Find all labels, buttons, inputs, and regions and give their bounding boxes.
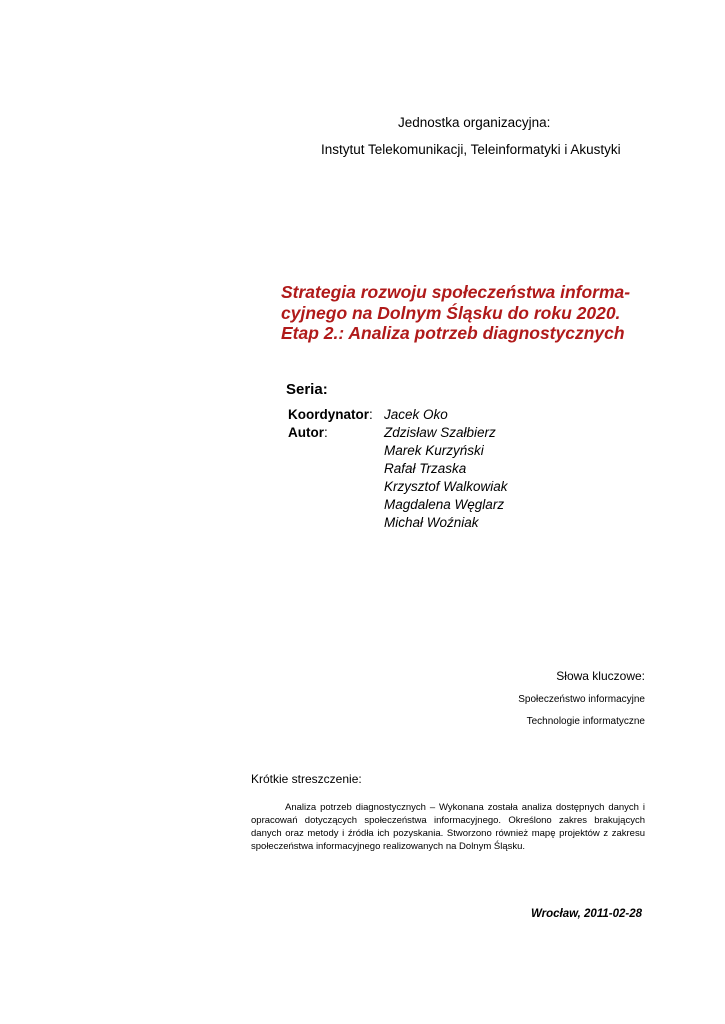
abstract-label: Krótkie streszczenie: [251, 772, 362, 786]
authors-names [384, 424, 508, 532]
author-name: Marek Kurzyński [384, 443, 484, 458]
author-name: Michał Woźniak [384, 515, 479, 530]
coordinator-separator: : [369, 407, 373, 422]
organization-name: Instytut Telekomunikacji, Teleinformatyki i Akustyki [321, 142, 621, 157]
author-name: Zdzisław Szałbierz [384, 425, 496, 440]
keyword-item: Społeczeństwo informacyjne [518, 694, 645, 705]
author-name: Magdalena Węglarz [384, 497, 505, 512]
authors-role [288, 424, 384, 532]
abstract-text: Analiza potrzeb diagnostycznych – Wykonana została analiza dostępnych danych i opracowań dotyczących społeczeństwa informacyjnego. Określono zakres brakujących danych oraz metody i źródła ich pozyskania. Stworzono również mapę projektów z zakresu społeczeństwa informacyjnego realizowanych na Dolnym Śląsku. [251, 802, 645, 852]
title-line: Etap 2.: Analiza potrzeb diagnostycznych [281, 323, 625, 343]
document-title [281, 282, 681, 344]
coordinator-row [288, 406, 508, 424]
authors-label: Autor [288, 425, 324, 440]
series-label: Seria: [286, 381, 328, 398]
coordinator-label: Koordynator [288, 407, 369, 422]
keyword-item: Technologie informatyczne [526, 716, 645, 727]
authors-separator: : [324, 425, 328, 440]
coordinator-name: Jacek Oko [384, 407, 448, 422]
author-name: Krzysztof Walkowiak [384, 479, 508, 494]
keywords-label: Słowa kluczowe: [556, 669, 645, 683]
organization-label: Jednostka organizacyjna: [398, 115, 551, 130]
coordinator-role [288, 406, 384, 424]
people-list [288, 406, 508, 532]
title-line: Strategia rozwoju społeczeństwa informa- [281, 282, 631, 302]
authors-row [288, 424, 508, 532]
author-name: Rafał Trzaska [384, 461, 467, 476]
place-date: Wrocław, 2011-02-28 [530, 908, 642, 920]
title-line: cyjnego na Dolnym Śląsku do roku 2020. [281, 302, 621, 323]
